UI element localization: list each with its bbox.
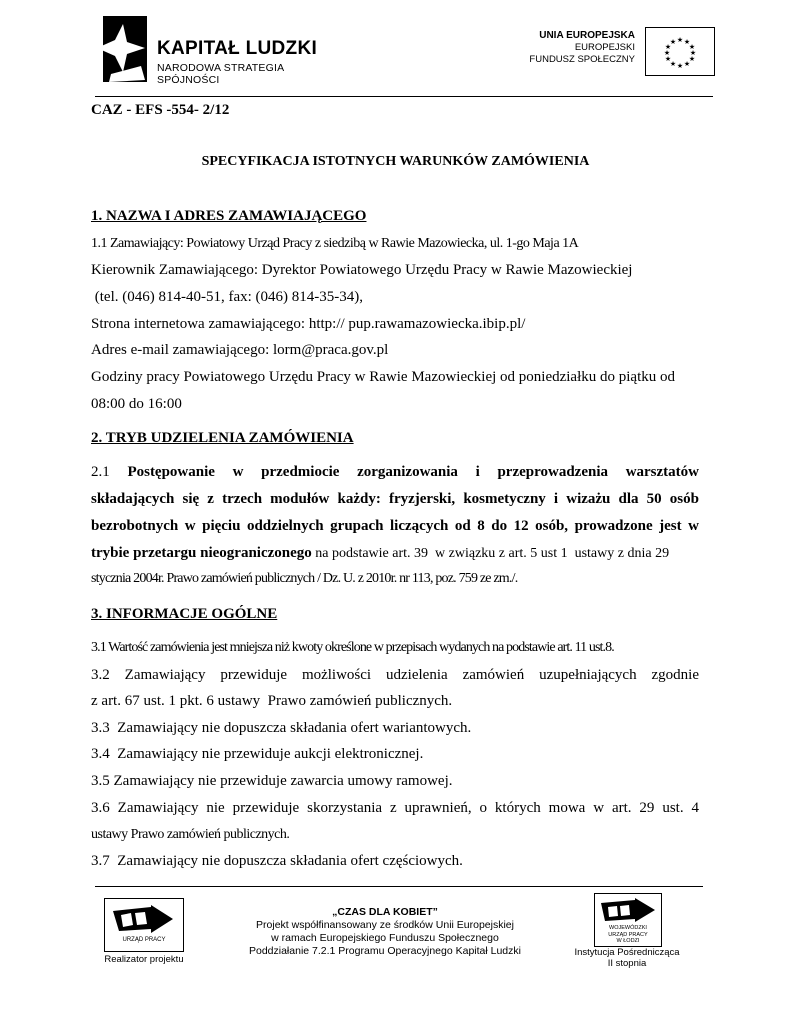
s3-line-2: 3.2 Zamawiający przewiduje możliwości udzielenia zamówień uzupełniających zgodnie [91,667,699,683]
s2-line-1-number: 2.1 [91,464,110,480]
s3-line-8: ustawy Prawo zamówień publicznych. [91,827,290,842]
wup-lodz-logo [594,893,662,947]
wup-logo-line-1: WOJEWÓDZKI [609,925,647,931]
svg-text:★: ★ [669,60,677,68]
s3-line-3: z art. 67 ust. 1 pkt. 6 ustawy Prawo zamówień publicznych. [91,693,453,709]
kapital-ludzki-title: KAPITAŁ LUDZKI [157,38,318,59]
case-reference: CAZ - EFS -554- 2/12 [91,102,230,118]
s3-line-9: 3.7 Zamawiający nie dopuszcza składania ofert częściowych. [91,853,463,869]
wup-logo-text [595,925,661,945]
s2-line-2: składających się z trzech modułów każdy: fryzjerski, kosmetyczny i wizażu dla 50 osób [91,491,699,507]
svg-text:★: ★ [683,60,691,68]
project-title: „CZAS DLA KOBIET” [332,906,438,918]
realizator-caption: Realizator projektu [104,954,184,965]
s2-line-3: bezrobotnych w pięciu oddzielnych grupach liczących od 8 do 12 osób, prowadzone jest w [91,518,699,534]
instytucja-caption-line-1: Instytucja Pośrednicząca [574,947,680,958]
svg-text:★: ★ [676,62,684,70]
wup-arrow-icon [599,898,657,924]
kapital-ludzki-subtitle: NARODOWA STRATEGIA SPÓJNOŚCI [157,62,284,86]
wup-logo-line-2: URZĄD PRACY [608,931,648,938]
s3-line-6: 3.5 Zamawiający nie przewiduje zawarcia umowy ramowej. [91,773,453,789]
eu-flag [645,27,715,76]
svg-text:★: ★ [688,43,696,51]
svg-text:★: ★ [683,38,691,46]
s2-line-4-bold: trybie przetargu nieograniczonego [91,545,312,561]
s1-line-2: Kierownik Zamawiającego: Dyrektor Powiatowego Urzędu Pracy w Rawie Mazowieckiej [91,262,633,278]
eu-label-line1: UNIA EUROPEJSKA [539,30,635,41]
s1-line-6: Godziny pracy Powiatowego Urzędu Pracy w Rawie Mazowieckiej od poniedziałku do piątku od [91,369,676,385]
urzad-pracy-arrow-icon [111,905,177,935]
eu-label [505,30,635,66]
project-line-2: w ramach Europejskiego Funduszu Społecznego [271,932,499,944]
urzad-pracy-logo [104,898,184,952]
s3-line-4: 3.3 Zamawiający nie dopuszcza składania ofert wariantowych. [91,720,472,736]
s2-line-4-rest: na podstawie art. 39 w związku z art. 5 ust 1 ustawy z dnia 29 [311,546,670,561]
project-info [220,906,550,958]
svg-text:★: ★ [664,43,672,51]
instytucja-caption [567,947,687,969]
wup-logo-line-3: W ŁODZI [616,938,640,944]
eu-label-line2: EUROPEJSKI [574,42,635,53]
svg-text:★: ★ [688,55,696,63]
eu-stars-icon [646,28,714,75]
s2-line-5: stycznia 2004r. Prawo zamówień publicznych / Dz. U. z 2010r. nr 113, poz. 759 ze zm./. [91,571,518,586]
urzad-pracy-logo-text: URZĄD PRACY [122,937,166,943]
section-3-heading: 3. INFORMACJE OGÓLNE [91,606,278,622]
svg-text:★: ★ [664,55,672,63]
s1-line-4: Strona internetowa zamawiającego: http:// pup.rawamazowiecka.ibip.pl/ [91,316,526,332]
section-1-heading: 1. NAZWA I ADRES ZAMAWIAJĄCEGO [91,208,367,224]
svg-text:★: ★ [689,49,697,57]
s2-line-1-bold: Postępowanie w przedmiocie zorganizowania i przeprowadzenia warsztatów [127,464,699,480]
svg-text:★: ★ [663,49,671,57]
s3-line-5: 3.4 Zamawiający nie przewiduje aukcji elektronicznej. [91,746,424,762]
s1-line-1: 1.1 Zamawiający: Powiatowy Urząd Pracy z siedzibą w Rawie Mazowiecka, ul. 1-go Maja 1A [91,236,579,251]
svg-text:★: ★ [669,38,677,46]
s3-line-1: 3.1 Wartość zamówienia jest mniejsza niż kwoty określone w przepisach wydanych na podstawie art. 11 ust.8. [91,640,614,655]
kapital-ludzki-emblem-icon [97,14,149,84]
s1-line-7: 08:00 do 16:00 [91,396,182,412]
s3-line-7: 3.6 Zamawiający nie przewiduje skorzystania z uprawnień, o których mowa w art. 29 ust. 4 [91,800,699,816]
s2-line-4 [91,545,699,562]
project-line-3: Poddziałanie 7.2.1 Programu Operacyjnego Kapitał Ludzki [248,945,521,957]
section-2-heading: 2. TRYB UDZIELENIA ZAMÓWIENIA [91,430,354,446]
instytucja-caption-line-2: II stopnia [607,958,647,969]
kapital-ludzki-logo [97,14,337,84]
eu-label-line3: FUNDUSZ SPOŁECZNY [529,54,635,65]
s2-line-1 [91,464,699,481]
header-divider [95,96,713,97]
s1-line-3: (tel. (046) 814-40-51, fax: (046) 814-35-34), [91,289,364,305]
footer-divider [95,886,703,887]
document-title: SPECYFIKACJA ISTOTNYCH WARUNKÓW ZAMÓWIENIA [201,154,590,169]
svg-text:★: ★ [676,36,684,44]
s1-line-5: Adres e-mail zamawiającego: lorm@praca.gov.pl [91,342,389,358]
project-line-1: Projekt współfinansowany ze środków Unii Europejskiej [256,919,514,931]
